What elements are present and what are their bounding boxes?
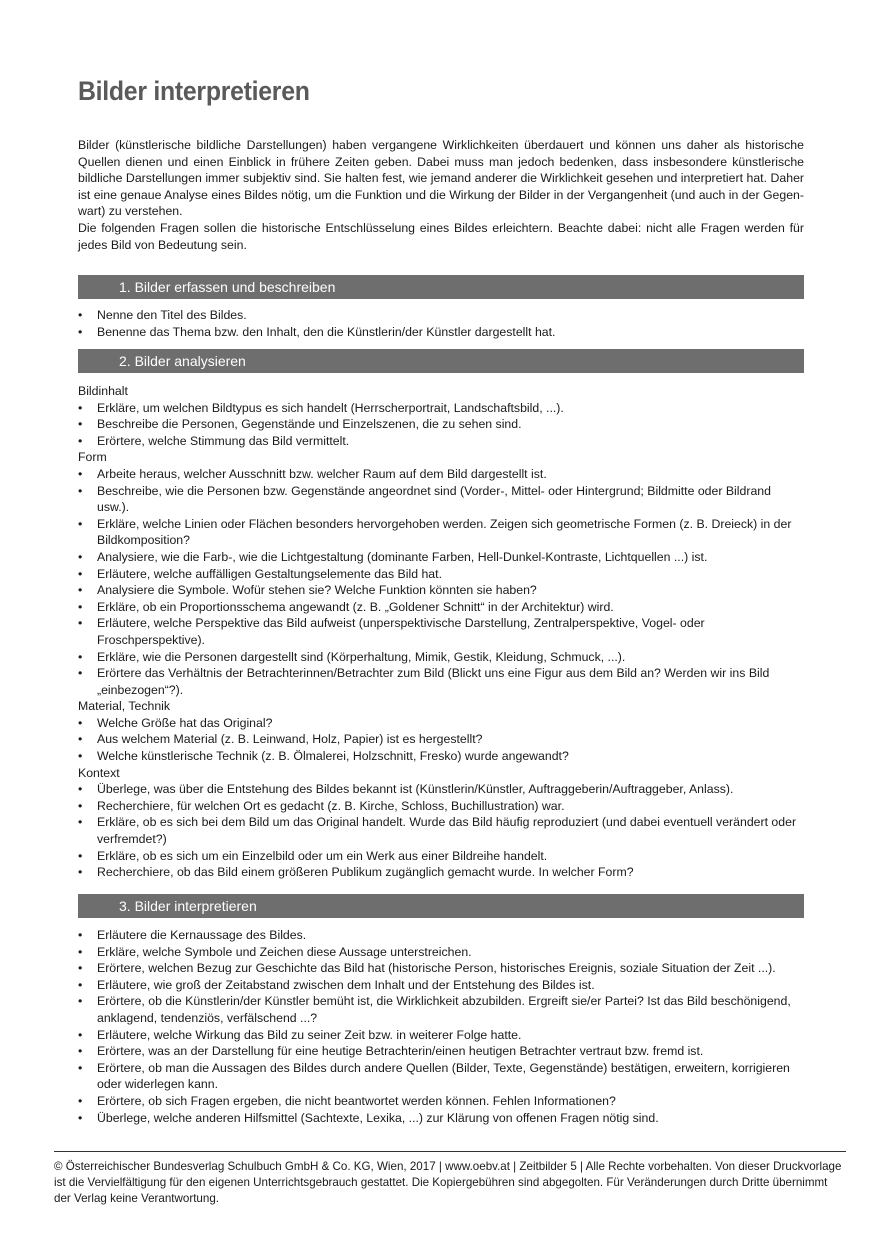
section-1-list (78, 307, 804, 340)
list-item: • Erkläre, um welchen Bildtypus es sich handelt (Herrscherportrait, Landschaftsbild, ...). (78, 400, 804, 417)
list-item: • Erörtere, welche Stimmung das Bild vermittelt. (78, 433, 804, 450)
intro-text (78, 137, 804, 253)
list-item: • Erkläre, ob es sich um ein Einzelbild oder um ein Werk aus einer Bildreihe handelt. (78, 848, 804, 865)
list-item: • Überlege, welche anderen Hilfsmittel (Sachtexte, Lexika, ...) zur Klärung von offenen Fragen nötig sind. (78, 1110, 804, 1127)
list-item: • Erörtere, ob die Künstlerin/der Künstler bemüht ist, die Wirklichkeit abzubilden. Ergreift sie/er Partei? Ist das Bild beschönigend, anklagend, tendenziös, verfälschend ...? (78, 993, 804, 1026)
list-item: • Analysiere, wie die Farb-, wie die Lichtgestaltung (dominante Farben, Hell-Dunkel-Kontraste, Lichtquellen ...) ist. (78, 549, 804, 566)
list-item: • Erkläre, wie die Personen dargestellt sind (Körperhaltung, Mimik, Gestik, Kleidung, Schmuck, ...). (78, 649, 804, 666)
section-2-list (78, 383, 804, 881)
group-label-kontext: Kontext (78, 765, 120, 780)
footer-divider (54, 1151, 846, 1152)
list-item: • Aus welchem Material (z. B. Leinwand, Holz, Papier) ist es hergestellt? (78, 731, 804, 748)
section-3-heading: 3. Bilder interpretieren (78, 894, 804, 918)
list-item: • Erkläre, welche Linien oder Flächen besonders hervorgehoben werden. Zeigen sich geometrische Formen (z. B. Dreieck) in der Bildkomposition? (78, 516, 804, 549)
list-item: • Arbeite heraus, welcher Ausschnitt bzw. welcher Raum auf dem Bild dargestellt ist. (78, 466, 804, 483)
list-item: • Beschreibe, wie die Personen bzw. Gegenstände angeordnet sind (Vorder-, Mittel- oder Hintergrund; Bildmitte oder Bildrand usw.). (78, 483, 804, 516)
section-1-heading: 1. Bilder erfassen und beschreiben (78, 275, 804, 299)
section-3-list (78, 927, 804, 1126)
list-item: • Erörtere, was an der Darstellung für eine heutige Betrachterin/einen heutigen Betrachter vertraut bzw. fremd ist. (78, 1043, 804, 1060)
group-label-bildinhalt: Bildinhalt (78, 384, 128, 398)
list-item: • Benenne das Thema bzw. den Inhalt, den die Künstlerin/der Künstler dargestellt hat. (78, 324, 804, 341)
list-item: • Welche Größe hat das Original? (78, 715, 804, 732)
list-item: • Erkläre, ob es sich bei dem Bild um das Original handelt. Wurde das Bild häufig reproduziert (und dabei eventuell verändert oder verfremdet?) (78, 814, 804, 847)
list-item: • Erläutere die Kernaussage des Bildes. (78, 927, 804, 944)
list-item: • Erörtere das Verhältnis der Betrachterinnen/Betrachter zum Bild (Blickt uns eine Figur aus dem Bild an? Werden wir ins Bild „einbezogen“?). (78, 665, 804, 698)
list-item: • Beschreibe die Personen, Gegenstände und Einzelszenen, die zu sehen sind. (78, 416, 804, 433)
list-item: • Analysiere die Symbole. Wofür stehen sie? Welche Funktion könnten sie haben? (78, 582, 804, 599)
list-item: • Erläutere, welche Wirkung das Bild zu seiner Zeit bzw. in weiterer Folge hatte. (78, 1027, 804, 1044)
page-title: Bilder interpretieren (78, 76, 310, 106)
copyright-footer: © Österreichischer Bundesverlag Schulbuch GmbH & Co. KG, Wien, 2017 | www.oebv.at | Zeitbilder 5 | Alle Rechte vorbehalten. Von dieser Druckvorlage ist die Vervielfältigung für den eigenen Unterrichtsgebrauch gestattet. Die Kopiergebühren sind abgegolten. Für Veränderungen durch Dritte übernimmt der Verlag keine Verantwortung. (54, 1160, 842, 1205)
list-item: • Erläutere, wie groß der Zeitabstand zwischen dem Inhalt und der Entstehung des Bildes ist. (78, 977, 804, 994)
group-label-material-technik: Material, Technik (78, 699, 171, 714)
list-item: • Erläutere, welche auffälligen Gestaltungselemente das Bild hat. (78, 566, 804, 583)
list-item: • Erläutere, welche Perspektive das Bild aufweist (unperspektivische Darstellung, Zentralperspektive, Vogel- oder Froschperspektive). (78, 615, 804, 648)
section-2-heading: 2. Bilder analysieren (78, 349, 804, 373)
list-item: • Recherchiere, für welchen Ort es gedacht (z. B. Kirche, Schloss, Buchillustration) war. (78, 798, 804, 815)
list-item: • Erkläre, welche Symbole und Zeichen diese Aussage unterstreichen. (78, 944, 804, 961)
list-item: • Erörtere, welchen Bezug zur Geschichte das Bild hat (historische Person, historisches Ereignis, soziale Situation der Zeit ...). (78, 960, 804, 977)
list-item: • Überlege, was über die Entstehung des Bildes bekannt ist (Künstlerin/Künstler, Auftraggeberin/Auftraggeber, Anlass). (78, 781, 804, 798)
intro-paragraph-1: Bilder (künstlerische bildliche Darstellungen) haben vergangene Wirklichkeiten überdauert und können uns daher als historische Quellen dienen und einen Einblick in frühere Zeiten geben. Dabei muss man jedoch bedenken, dass insbesondere künstlerische bildliche Darstellungen immer subjektiv sind. Sie halten fest, wie jemand anderer die Wirklichkeit gesehen und interpretiert hat. Daher ist eine genaue Analyse eines Bildes nötig, um die Funktion und die Wirkung der Bilder in der Vergangenheit (und auch in der Gegenwart) zu verstehen. (78, 138, 804, 219)
list-item: • Erörtere, ob man die Aussagen des Bildes durch andere Quellen (Bilder, Texte, Gegenstände) bestätigen, erweitern, korrigieren oder widerlegen kann. (78, 1060, 804, 1093)
list-item: • Welche künstlerische Technik (z. B. Ölmalerei, Holzschnitt, Fresko) wurde angewandt? (78, 748, 804, 765)
list-item: • Erkläre, ob ein Proportionsschema angewandt (z. B. „Goldener Schnitt“ in der Architektur) wird. (78, 599, 804, 616)
list-item: • Nenne den Titel des Bildes. (78, 307, 804, 324)
intro-paragraph-2: Die folgenden Fragen sollen die historische Entschlüsselung eines Bildes erleichtern. Beachte dabei: nicht alle Fragen werden für jedes Bild von Bedeutung sein. (78, 220, 804, 252)
list-item: • Recherchiere, ob das Bild einem größeren Publikum zugänglich gemacht wurde. In welcher Form? (78, 864, 804, 881)
group-label-form: Form (78, 450, 107, 465)
list-item: • Erörtere, ob sich Fragen ergeben, die nicht beantwortet werden können. Fehlen Informationen? (78, 1093, 804, 1110)
